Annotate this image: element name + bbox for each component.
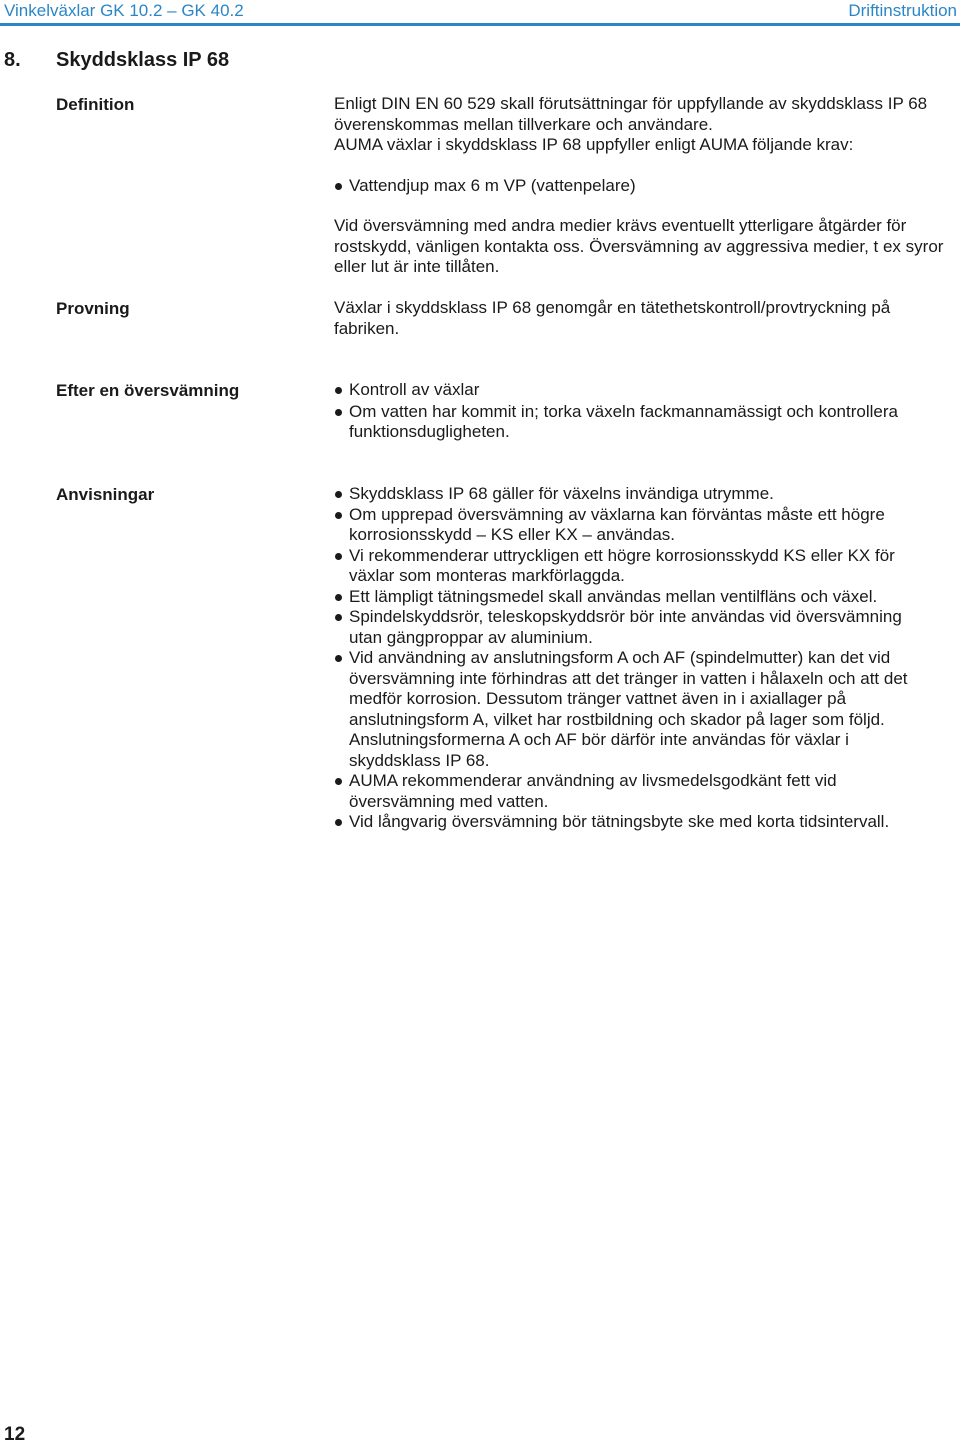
list-item: Spindelskyddsrör, teleskopskyddsrör bör inte användas vid översvämning utan gängproppar av aluminium. bbox=[334, 607, 934, 648]
anvisningar-label: Anvisningar bbox=[56, 485, 155, 504]
list-item: Om vatten har kommit in; torka växeln fackmannamässigt och kontrollera funktionsdugligheten. bbox=[334, 402, 960, 443]
definition-note bbox=[334, 216, 960, 278]
section-heading bbox=[4, 48, 229, 72]
definition-text bbox=[334, 94, 960, 156]
efter-label: Efter en översvämning bbox=[56, 381, 240, 400]
definition-para-1: Enligt DIN EN 60 529 skall förutsättningar för uppfyllande av skyddsklass IP 68 överenskommas mellan tillverkare och användare. bbox=[334, 94, 928, 134]
list-item: Om upprepad översvämning av växlarna kan förväntas måste ett högre korrosionsskydd – KS eller KX – användas. bbox=[334, 505, 934, 546]
section-title: Skyddsklass IP 68 bbox=[56, 49, 230, 71]
definition-para-2: AUMA växlar i skyddsklass IP 68 uppfyller enligt AUMA följande krav: bbox=[334, 135, 854, 154]
header-rule bbox=[0, 23, 960, 26]
provning-text bbox=[334, 298, 960, 339]
list-item: Kontroll av växlar bbox=[334, 380, 960, 401]
efter-list-container bbox=[334, 380, 960, 443]
list-item: Vid användning av anslutningsform A och AF (spindelmutter) kan det vid översvämning inte förhindras att det tränger in vatten i hålaxeln och att det medför korrosion. Dessutom tränger vattnet även in i axiallager på anslutningsform A, vilket har rostbildning och skador på lager som följd. Anslutningsformerna A och AF bör därför inte användas för växlar i skyddsklass IP 68. bbox=[334, 648, 934, 771]
list-item: Vi rekommenderar uttryckligen ett högre korrosionsskydd KS eller KX för växlar som monteras markförlaggda. bbox=[334, 546, 934, 587]
list-item: Skyddsklass IP 68 gäller för växelns invändiga utrymme. bbox=[334, 484, 934, 505]
page-number: 12 bbox=[4, 1424, 26, 1445]
requirement-item: Vattendjup max 6 m VP (vattenpelare) bbox=[334, 176, 960, 197]
anvisningar-list bbox=[334, 484, 934, 833]
list-item: Ett lämpligt tätningsmedel skall användas mellan ventilfläns och växel. bbox=[334, 587, 934, 608]
provning-para: Växlar i skyddsklass IP 68 genomgår en tätethetskontroll/provtryckning på fabriken. bbox=[334, 298, 891, 338]
definition-label: Definition bbox=[56, 95, 135, 114]
header-document-type: Driftinstruktion bbox=[848, 1, 957, 20]
anvisningar-list-container bbox=[334, 484, 934, 833]
list-item: Vid långvarig översvämning bör tätningsbyte ske med korta tidsintervall. bbox=[334, 812, 934, 833]
section-number: 8. bbox=[4, 49, 21, 71]
efter-list bbox=[334, 380, 960, 443]
definition-para-3: Vid översvämning med andra medier krävs eventuellt ytterligare åtgärder för rostskydd, vänligen kontakta oss. Översvämning av aggressiva medier, t ex syror eller lut är inte tillåten. bbox=[334, 216, 944, 276]
provning-label: Provning bbox=[56, 299, 130, 318]
definition-requirement bbox=[334, 176, 960, 197]
list-item: AUMA rekommenderar användning av livsmedelsgodkänt fett vid översvämning med vatten. bbox=[334, 771, 934, 812]
header-document-title: Vinkelväxlar GK 10.2 – GK 40.2 bbox=[4, 1, 244, 20]
